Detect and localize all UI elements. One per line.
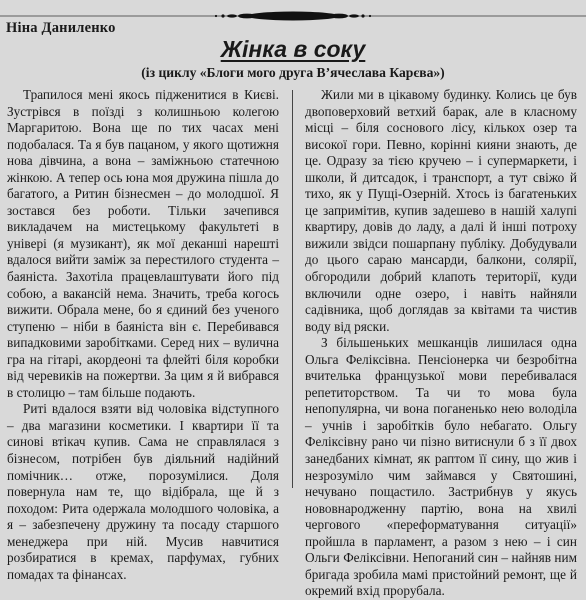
author-name: Ніна Даниленко — [6, 20, 116, 36]
left-column — [7, 87, 279, 583]
column-divider — [292, 90, 293, 488]
paragraph: Трапилося мені якось підженитися в Києві. Зустрівся в поїзді з колишньою колегою Маргаритою. Вона ще по тих часах мені подобалася. Та я був пацаном, у якого щотижня нова дівчина, а вона – заміжньою статечною жінкою. А тепер ось юна моя дружина пішла до багатого, а Ритин бізнесмен – до молодшої. Я зостався без роботи. Тільки зачепився викладачем на мистецькому факультеті в універі (я музикант), як мої деканші нарешті вдалося вийти заміж за перестилого студента – баяніста. Захотіла працевлаштувати його під собою, а вакансій нема. Значить, треба когось вижити. Обрала мене, бо я єдиний без ученого ступеню – ніби в баяніста він є. Перебивався випадковими заробітками. Серед них – вулична гра на гітарі, акордеоні та флейті біля коробки від черевиків на пожертви. За цим я й вибрався в столицю – там більше подають. — [7, 87, 279, 400]
paragraph: Жили ми в цікавому будинку. Колись це був двоповерховий ветхий барак, але в класному місці – біля соснового лісу, кількох озер та високої гори. Певно, корінні кияни знають, де це. Одразу за тією кручею – і супермаркети, і школи, й дитсадок, і транспорт, а тут свіжо й тихо, як у Пущі-Озерній. Хтось із багатеньких це запримітив, купив задешево в нашій халупі квартиру, довів до ладу, а далі й інші потроху вижили звідси пошарпану публіку. Добудували до цього сараю мансарди, балкони, солярії, обгородили добрий клапоть території, куди включили одне озеро, і навіть найняли садівника, щоб доглядав за квітами та чистив воду від ряски. — [305, 87, 577, 334]
article-title: Жінка в соку — [220, 36, 366, 62]
paragraph: Риті вдалося взяти від чоловіка відступного – два магазини косметики. І квартири її та синові втікач купив. Сама не справлялася з бізнесом, потрібен був діяльний надійний помічник… отже, порозумілися. Доля повернула нам те, що відібрала, ще й з походом: Рита одержала молодшого чоловіка, а я – забезпечену дружину та посаду старшого менеджера при ній. Мусив навчитися розбиратися в кремах, парфумах, губних помадах та фінансах. — [7, 401, 279, 582]
paragraph: З більшенькиx мешканців лишилася одна Ольга Феліксівна. Пенсіонерка чи безробітна вчителька французької мови перебивалася репетиторством. Та чи то мова була непопулярна, чи вона поганенько нею володіла – учнів і заробітків було небагато. Ольгу Феліксівну рано чи пізно витиснули б з її двох занедбаних кімнат, як раптом її сину, що жив і незрозуміло чим займався у Святошині, нечувано пощастило. Застрибнув у якусь нововнародженну партію, вона на хвилі чергового «переформатування ситуації» пройшла в парламент, а разом з нею – і син Ольги Феліксівни. Непоганий син – найняв ним бригада зробила мамі пристойний ремонт, ще й окремий вхід прорубала. — [305, 335, 577, 599]
article-subtitle: (із циклу «Блоги мого друга В’ячеслава Карєва») — [141, 65, 445, 80]
ornament-flourish — [215, 12, 371, 21]
right-column — [305, 87, 577, 600]
